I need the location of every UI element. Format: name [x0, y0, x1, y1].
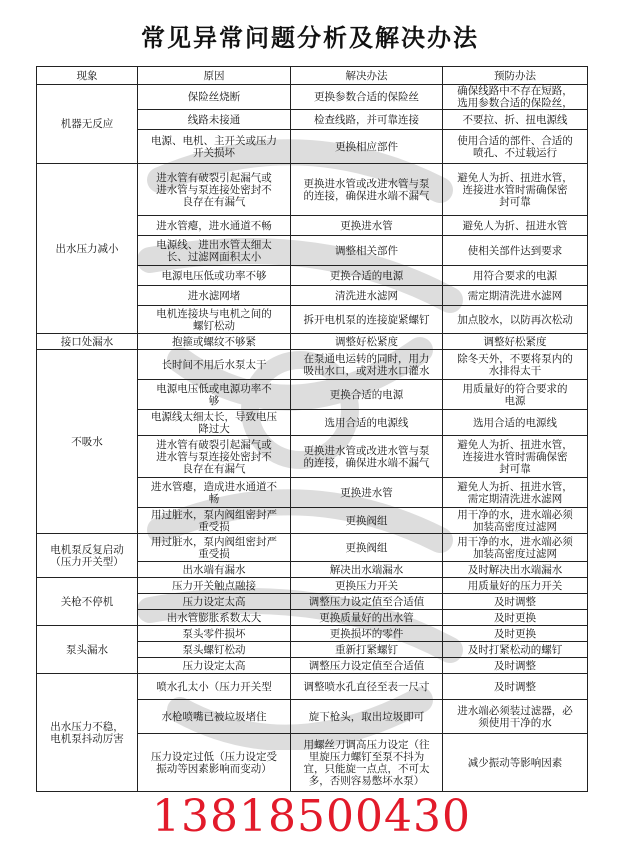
prevention-cell: 避免人为折、扭进水管， 需定期清洗进水滤网	[443, 478, 588, 508]
solution-cell: 清洗进水滤网	[291, 286, 443, 306]
cause-cell: 电源电压低或电源功率不 够	[138, 380, 291, 410]
solution-cell: 更换进水管或改进水管与泵 的连接，确保进水端不漏气	[291, 164, 443, 216]
cause-cell: 抱箍或螺纹不够紧	[138, 334, 291, 350]
phenomenon-cell: 接口处漏水	[37, 334, 138, 350]
cause-cell: 进水管有破裂引起漏气或 进水管与泵连接处密封不 良存在有漏气	[138, 164, 291, 216]
prevention-cell: 不要拉、折、扭电源线	[443, 110, 588, 130]
cause-cell: 泵头零件损坏	[138, 626, 291, 642]
prevention-cell: 用质量好的压力开关	[443, 578, 588, 594]
solution-cell: 重新打紧螺钉	[291, 642, 443, 658]
solution-cell: 解决出水端漏水	[291, 562, 443, 578]
cause-cell: 长时间不用后水泵太干	[138, 350, 291, 380]
solution-cell: 调整相关部件	[291, 236, 443, 266]
table-row	[37, 534, 588, 562]
phenomenon-cell: 机器无反应	[37, 85, 138, 164]
prevention-cell: 确保线路中不存在短路， 选用参数合适的保险丝，	[443, 85, 588, 110]
cause-cell: 泵头螺钉松动	[138, 642, 291, 658]
prevention-cell: 避免人为折、扭进水管， 连接进水管时需确保密 封可靠	[443, 164, 588, 216]
solution-cell: 更换阀组	[291, 508, 443, 534]
table-row	[37, 85, 588, 110]
table-row	[37, 350, 588, 380]
solution-cell: 更换相应部件	[291, 130, 443, 164]
phenomenon-cell: 出水压力不稳， 电机泵抖动厉害	[37, 674, 138, 792]
prevention-cell: 使相关部件达到要求	[443, 236, 588, 266]
cause-cell: 电机连接块与电机之间的 螺钉松动	[138, 306, 291, 334]
table-row	[37, 164, 588, 216]
solution-cell: 更换参数合适的保险丝	[291, 85, 443, 110]
table-row	[37, 626, 588, 642]
cause-cell: 进水管有破裂引起漏气或 进水管与泵连接处密封不 良存在有漏气	[138, 436, 291, 478]
solution-cell: 更换合适的电源	[291, 266, 443, 286]
solution-cell: 调整好松紧度	[291, 334, 443, 350]
prevention-cell: 及时调整	[443, 674, 588, 700]
solution-cell: 用螺丝刀调高压力设定（往 里旋压力螺钉至泵不抖为 宜，只能旋一点点，不可太 多，否则容易憋坏水泵）	[291, 734, 443, 792]
solution-cell: 更换进水管	[291, 216, 443, 236]
phenomenon-cell: 出水压力减小	[37, 164, 138, 334]
solution-cell: 调整压力设定值至合适值	[291, 594, 443, 610]
prevention-cell: 用符合要求的电源	[443, 266, 588, 286]
cause-cell: 喷水孔太小（压力开关型	[138, 674, 291, 700]
header-solution: 解决办法	[291, 67, 443, 85]
solution-cell: 旋下枪头，取出垃圾即可	[291, 700, 443, 734]
solution-cell: 更换进水管或改进水管与泵 的连接，确保进水端不漏气	[291, 436, 443, 478]
cause-cell: 保险丝烧断	[138, 85, 291, 110]
prevention-cell: 避免人为折、扭进水管	[443, 216, 588, 236]
solution-cell: 拆开电机泵的连接旋紧螺钉	[291, 306, 443, 334]
cause-cell: 压力设定太高	[138, 594, 291, 610]
table-row	[37, 674, 588, 700]
prevention-cell: 使用合适的部件、合适的 喷孔、不过载运行	[443, 130, 588, 164]
prevention-cell: 加点胶水，以防再次松动	[443, 306, 588, 334]
solution-cell: 更换阀组	[291, 534, 443, 562]
prevention-cell: 减少振动等影响因素	[443, 734, 588, 792]
cause-cell: 用过脏水，泵内阀组密封严 重受损	[138, 534, 291, 562]
cause-cell: 出水管膨胀系数太大	[138, 610, 291, 626]
phenomenon-cell: 泵头漏水	[37, 626, 138, 674]
prevention-cell: 需定期清洗进水滤网	[443, 286, 588, 306]
solution-cell: 调整喷水孔直径至表一尺寸	[291, 674, 443, 700]
header-phenomenon: 现象	[37, 67, 138, 85]
prevention-cell: 用干净的水，进水端必须 加装高密度过滤网	[443, 534, 588, 562]
table-header-row	[37, 67, 588, 85]
cause-cell: 进水管瘪，造成进水通道不 畅	[138, 478, 291, 508]
solution-cell: 在泵通电运转的同时，用力 吸出水口，或对进水口灌水	[291, 350, 443, 380]
header-cause: 原因	[138, 67, 291, 85]
page-title: 常见异常问题分析及解决办法	[141, 24, 479, 52]
prevention-cell: 及时更换	[443, 626, 588, 642]
prevention-cell: 及时解决出水端漏水	[443, 562, 588, 578]
phenomenon-cell: 不吸水	[37, 350, 138, 534]
prevention-cell: 及时打紧松动的螺钉	[443, 642, 588, 658]
cause-cell: 压力设定太高	[138, 658, 291, 674]
header-prevention: 预防办法	[443, 67, 588, 85]
solution-cell: 调整压力设定值至合适值	[291, 658, 443, 674]
prevention-cell: 用质量好的符合要求的 电源	[443, 380, 588, 410]
cause-cell: 水枪喷嘴已被垃圾堵住	[138, 700, 291, 734]
table-row	[37, 578, 588, 594]
prevention-cell: 及时调整	[443, 594, 588, 610]
prevention-cell: 及时调整	[443, 658, 588, 674]
cause-cell: 压力开关触点融接	[138, 578, 291, 594]
prevention-cell: 选用合适的电源线	[443, 410, 588, 436]
prevention-cell: 及时更换	[443, 610, 588, 626]
phenomenon-cell: 电机泵反复启动 （压力开关型）	[37, 534, 138, 578]
phenomenon-cell: 关枪不停机	[37, 578, 138, 626]
prevention-cell: 用干净的水，进水端必须 加装高密度过滤网	[443, 508, 588, 534]
solution-cell: 选用合适的电源线	[291, 410, 443, 436]
cause-cell: 进水滤网堵	[138, 286, 291, 306]
prevention-cell: 除冬天外，不要将泵内的 水排得太干	[443, 350, 588, 380]
prevention-cell: 避免人为折、扭进水管， 连接进水管时需确保密 封可靠	[443, 436, 588, 478]
cause-cell: 电源线、进出水管太细太 长、过滤网面积太小	[138, 236, 291, 266]
prevention-cell: 调整好松紧度	[443, 334, 588, 350]
cause-cell: 线路未接通	[138, 110, 291, 130]
cause-cell: 出水端有漏水	[138, 562, 291, 578]
issue-table	[36, 66, 588, 792]
solution-cell: 更换压力开关	[291, 578, 443, 594]
solution-cell: 更换合适的电源	[291, 380, 443, 410]
cause-cell: 电源线太细太长，导致电压 降过大	[138, 410, 291, 436]
solution-cell: 检查线路，并可靠连接	[291, 110, 443, 130]
cause-cell: 用过脏水，泵内阀组密封严 重受损	[138, 508, 291, 534]
cause-cell: 电源、电机、主开关或压力 开关损坏	[138, 130, 291, 164]
cause-cell: 压力设定过低（压力设定受 振动等因素影响而变动）	[138, 734, 291, 792]
table-row	[37, 334, 588, 350]
solution-cell: 更换进水管	[291, 478, 443, 508]
cause-cell: 电源电压低或功率不够	[138, 266, 291, 286]
solution-cell: 更换质量好的出水管	[291, 610, 443, 626]
phone-number: 13818500430	[152, 791, 471, 842]
prevention-cell: 进水端必须装过滤器，必 须使用干净的水	[443, 700, 588, 734]
solution-cell: 更换损坏的零件	[291, 626, 443, 642]
cause-cell: 进水管瘪，进水通道不畅	[138, 216, 291, 236]
